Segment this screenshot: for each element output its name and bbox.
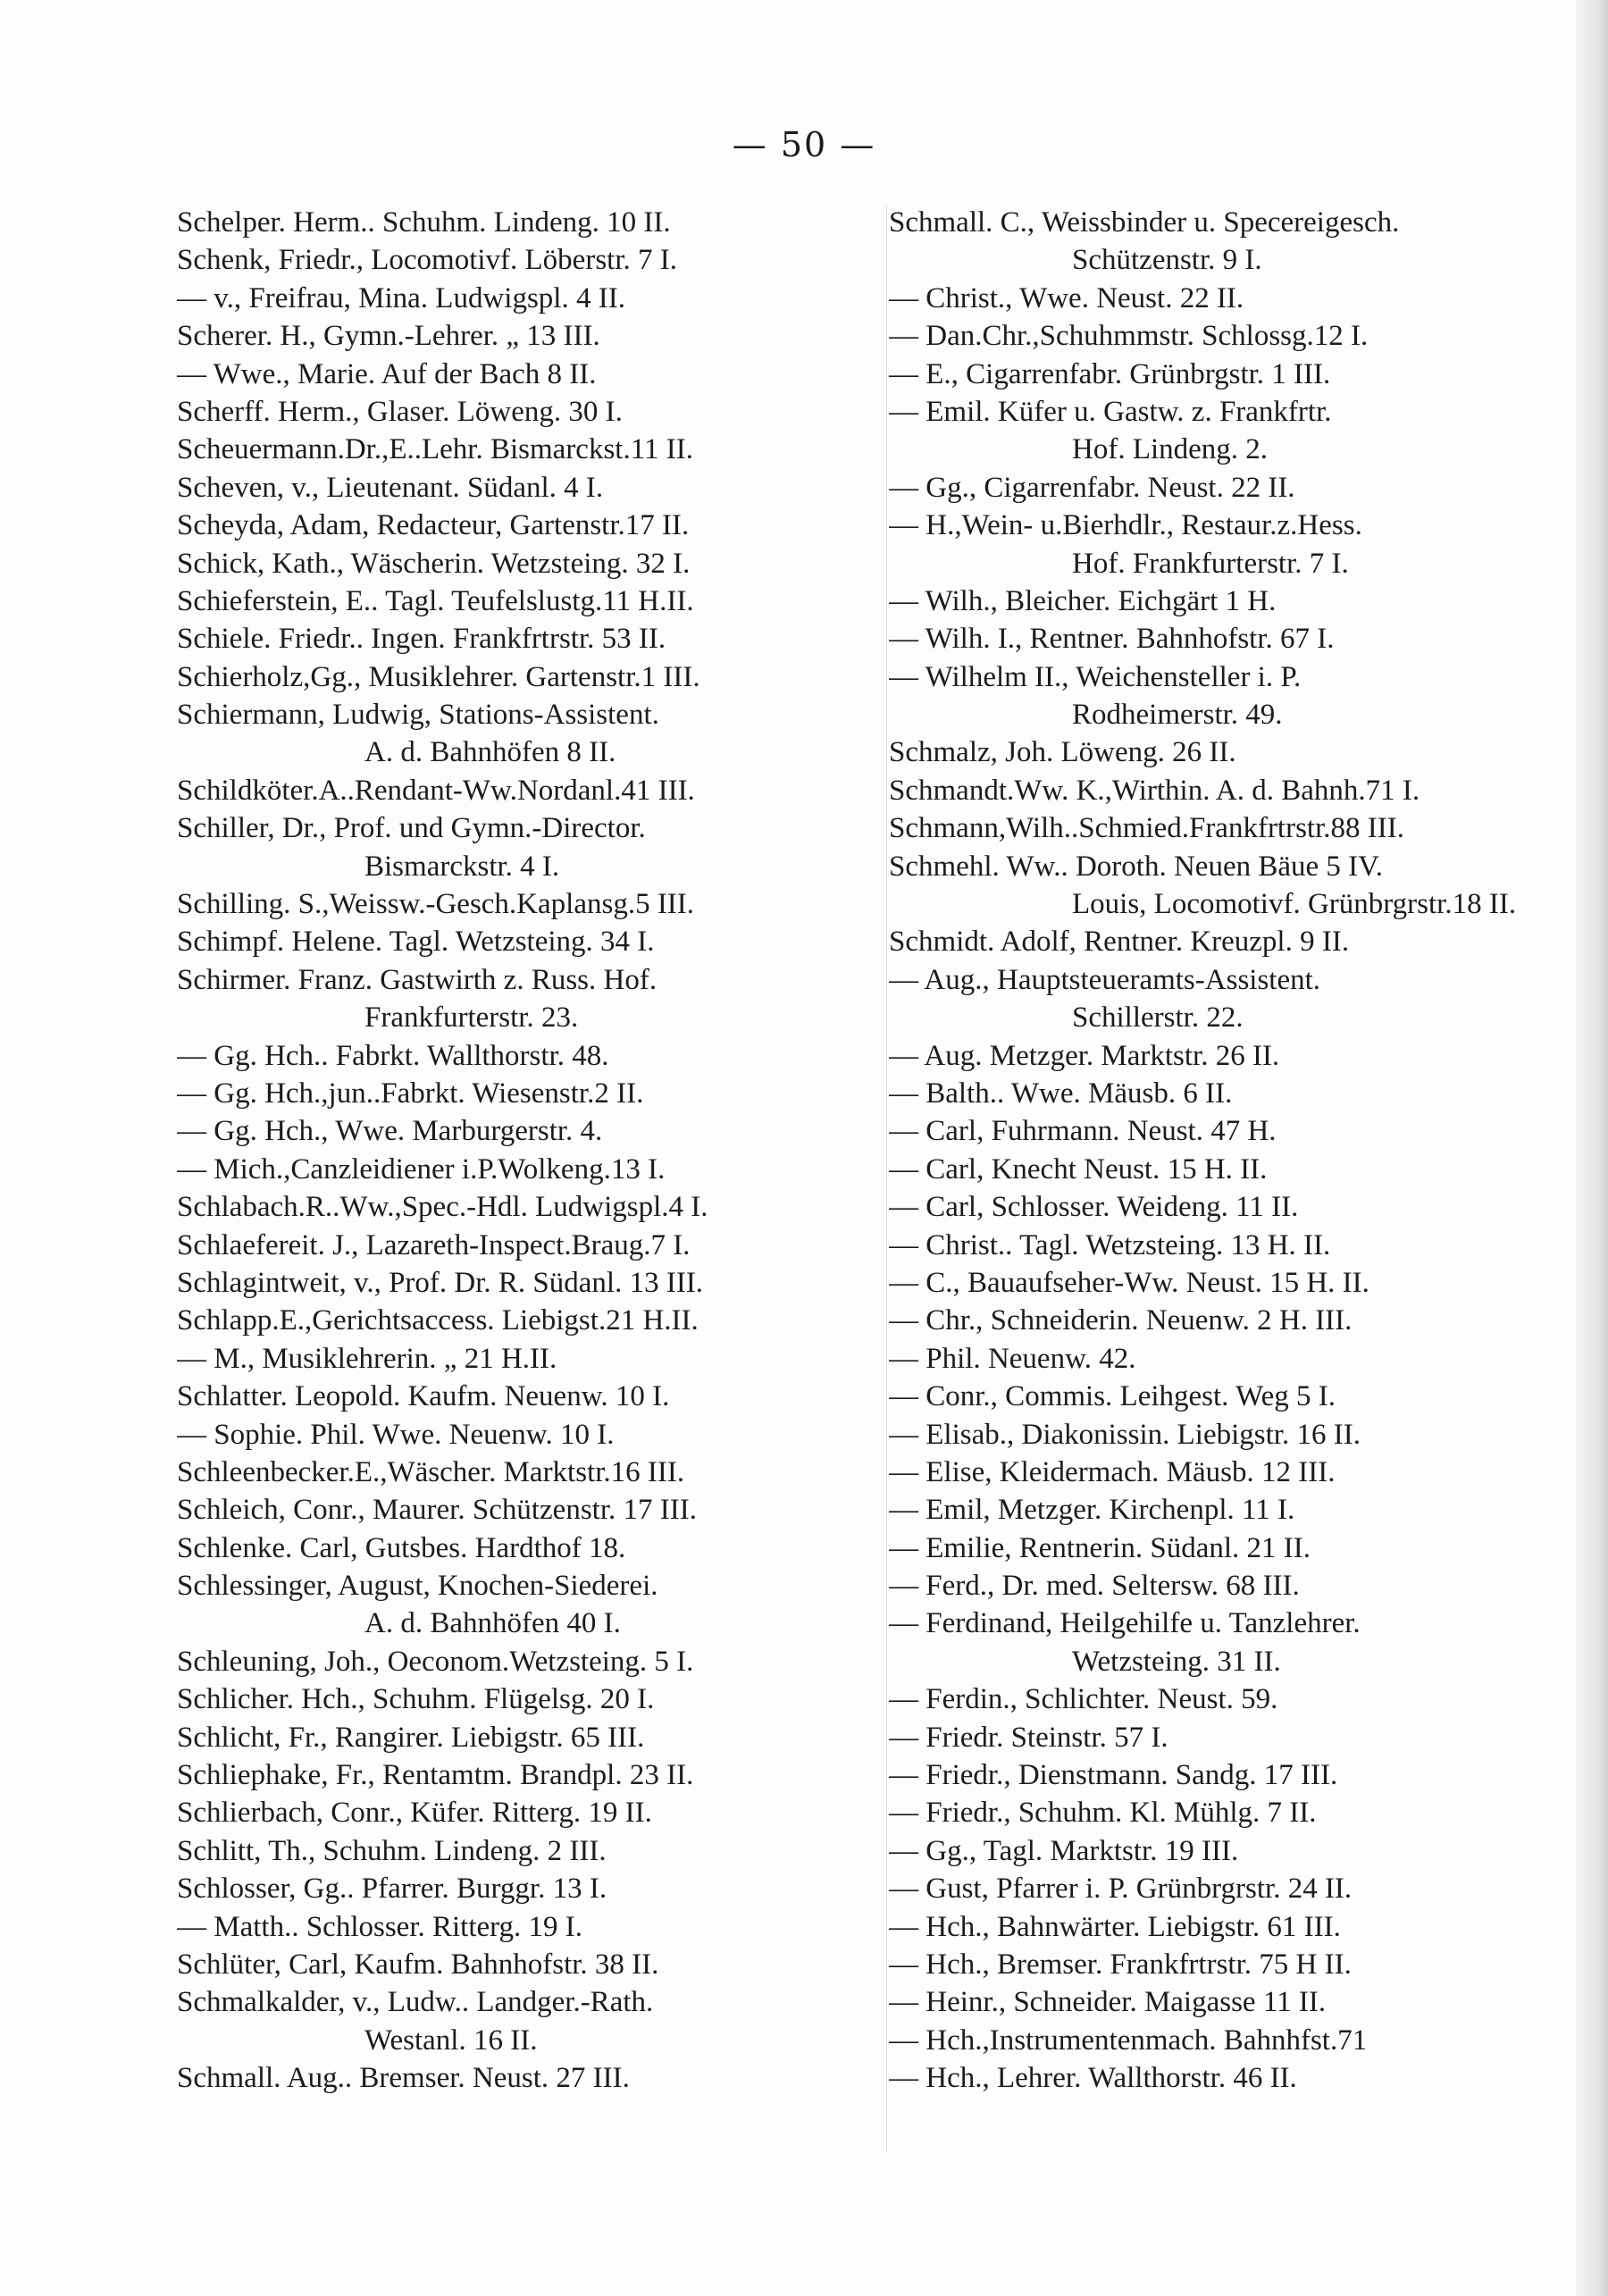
directory-entry: — Hch., Bahnwärter. Liebigstr. 61 III. — [889, 1910, 1341, 1943]
page-edge — [1576, 0, 1608, 2296]
directory-entry: — Friedr. Steinstr. 57 I. — [889, 1721, 1168, 1754]
directory-entry: — Hch., Bremser. Frankfrtrstr. 75 H II. — [889, 1948, 1352, 1981]
directory-entry: Schenk, Friedr., Locomotivf. Löberstr. 7 I. — [177, 244, 677, 277]
directory-entry-continuation: Bismarckstr. 4 I. — [364, 850, 560, 883]
directory-entry: — Hch.,Instrumentenmach. Bahnhfst.71 — [889, 2024, 1368, 2057]
directory-entry: Schick, Kath., Wäscherin. Wetzsteing. 32 I. — [177, 547, 691, 580]
directory-entry: Schmalkalder, v., Ludw.. Landger.-Rath. — [177, 1986, 654, 2019]
directory-entry: — Gg. Hch., Wwe. Marburgerstr. 4. — [177, 1115, 603, 1148]
directory-entry: — Balth.. Wwe. Mäusb. 6 II. — [889, 1077, 1233, 1110]
directory-entry: — Dan.Chr.,Schuhmmstr. Schlossg.12 I. — [889, 320, 1369, 353]
directory-entry: — Emil, Metzger. Kirchenpl. 11 I. — [889, 1494, 1295, 1527]
directory-entry: — Gg. Hch.. Fabrkt. Wallthorstr. 48. — [177, 1039, 609, 1072]
directory-entry: Schierholz,Gg., Musiklehrer. Gartenstr.1 III. — [177, 660, 700, 693]
directory-entry: Schimpf. Helene. Tagl. Wetzsteing. 34 I. — [177, 926, 655, 959]
directory-entry: Schliephake, Fr., Rentamtm. Brandpl. 23 II. — [177, 1759, 694, 1792]
directory-entry: Schlicht, Fr., Rangirer. Liebigstr. 65 III. — [177, 1721, 645, 1754]
directory-entry: — Gust, Pfarrer i. P. Grünbrgrstr. 24 II. — [889, 1873, 1353, 1906]
directory-entry: Schmall. C., Weissbinder u. Specereigesch. — [889, 206, 1400, 239]
directory-entry: — Aug., Hauptsteueramts-Assistent. — [889, 963, 1321, 996]
directory-entry: Schildköter.A..Rendant-Ww.Nordanl.41 III. — [177, 774, 695, 807]
directory-entry: — C., Bauaufseher-Ww. Neust. 15 H. II. — [889, 1266, 1369, 1299]
directory-entry: Schleenbecker.E.,Wäscher. Marktstr.16 III. — [177, 1455, 685, 1488]
directory-entry: Schmidt. Adolf, Rentner. Kreuzpl. 9 II. — [889, 926, 1350, 959]
directory-entry-continuation: Schützenstr. 9 I. — [1072, 244, 1262, 277]
directory-entry: — Friedr., Dienstmann. Sandg. 17 III. — [889, 1759, 1338, 1792]
directory-entry: — Conr., Commis. Leihgest. Weg 5 I. — [889, 1380, 1336, 1413]
directory-entry: — Heinr., Schneider. Maigasse 11 II. — [889, 1986, 1327, 2019]
directory-entry: Scherff. Herm., Glaser. Löweng. 30 I. — [177, 395, 623, 428]
directory-entry: Schmall. Aug.. Bremser. Neust. 27 III. — [177, 2062, 630, 2095]
directory-entry: — Aug. Metzger. Marktstr. 26 II. — [889, 1039, 1280, 1072]
directory-entry: Schmann,Wilh..Schmied.Frankfrtrstr.88 III. — [889, 812, 1404, 845]
directory-entry-continuation: Louis, Locomotivf. Grünbrgrstr.18 II. — [1072, 888, 1517, 921]
directory-entry: — M., Musiklehrerin. „ 21 H.II. — [177, 1342, 557, 1375]
directory-entry: Schlenke. Carl, Gutsbes. Hardthof 18. — [177, 1531, 626, 1564]
directory-entry: — Ferdin., Schlichter. Neust. 59. — [889, 1683, 1278, 1716]
directory-entry: — Emil. Küfer u. Gastw. z. Frankfrtr. — [889, 395, 1332, 428]
directory-entry: — Wilh. I., Rentner. Bahnhofstr. 67 I. — [889, 623, 1335, 656]
directory-entry: Schlessinger, August, Knochen-Siederei. — [177, 1570, 658, 1603]
directory-entry: — Gg. Hch.,jun..Fabrkt. Wiesenstr.2 II. — [177, 1077, 644, 1110]
directory-entry: — Carl, Knecht Neust. 15 H. II. — [889, 1152, 1268, 1186]
directory-entry: — Phil. Neuenw. 42. — [889, 1342, 1136, 1375]
directory-entry-continuation: Schillerstr. 22. — [1072, 1001, 1244, 1035]
directory-entry: — Friedr., Schuhm. Kl. Mühlg. 7 II. — [889, 1797, 1317, 1830]
directory-entry: — Wilhelm II., Weichensteller i. P. — [889, 660, 1302, 693]
directory-entry: — Christ.. Tagl. Wetzsteing. 13 H. II. — [889, 1228, 1331, 1261]
directory-entry: Schlosser, Gg.. Pfarrer. Burggr. 13 I. — [177, 1873, 607, 1906]
directory-entry: Schleuning, Joh., Oeconom.Wetzsteing. 5 I. — [177, 1645, 694, 1678]
directory-entry: — Emilie, Rentnerin. Südanl. 21 II. — [889, 1531, 1311, 1564]
directory-entry: Scheven, v., Lieutenant. Südanl. 4 I. — [177, 471, 604, 504]
directory-entry: Schlierbach, Conr., Küfer. Ritterg. 19 II. — [177, 1797, 652, 1830]
directory-entry: Scheyda, Adam, Redacteur, Gartenstr.17 II. — [177, 509, 690, 542]
directory-entry: — Carl, Fuhrmann. Neust. 47 H. — [889, 1115, 1277, 1148]
directory-entry: Schlicher. Hch., Schuhm. Flügelsg. 20 I. — [177, 1683, 655, 1716]
column-divider — [886, 205, 887, 2153]
directory-entry: — Gg., Tagl. Marktstr. 19 III. — [889, 1834, 1239, 1867]
directory-entry: Schelper. Herm.. Schuhm. Lindeng. 10 II. — [177, 206, 671, 239]
directory-entry: Scherer. H., Gymn.-Lehrer. „ 13 III. — [177, 320, 600, 353]
directory-entry: Schlaefereit. J., Lazareth-Inspect.Braug.7 I. — [177, 1228, 691, 1261]
directory-entry: — Ferdinand, Heilgehilfe u. Tanzlehrer. — [889, 1607, 1361, 1640]
directory-entry: Schiller, Dr., Prof. und Gymn.-Director. — [177, 812, 646, 845]
directory-entry: — Elisab., Diakonissin. Liebigstr. 16 II. — [889, 1418, 1361, 1451]
directory-entry: Schirmer. Franz. Gastwirth z. Russ. Hof. — [177, 963, 657, 996]
left-column — [177, 204, 874, 2098]
directory-entry-continuation: Hof. Lindeng. 2. — [1072, 433, 1269, 466]
directory-entry-continuation: A. d. Bahnhöfen 8 II. — [364, 736, 616, 769]
directory-entry: Schlapp.E.,Gerichtsaccess. Liebigst.21 H.II. — [177, 1304, 699, 1337]
directory-entry: Schlagintweit, v., Prof. Dr. R. Südanl. 13 III. — [177, 1266, 704, 1299]
directory-entry: Schiermann, Ludwig, Stations-Assistent. — [177, 699, 659, 732]
directory-entry: Schmehl. Ww.. Doroth. Neuen Bäue 5 IV. — [889, 850, 1383, 883]
directory-entry-continuation: Wetzsteing. 31 II. — [1072, 1645, 1281, 1678]
directory-entry: Schlatter. Leopold. Kaufm. Neuenw. 10 I. — [177, 1380, 670, 1413]
directory-entry: — Wilh., Bleicher. Eichgärt 1 H. — [889, 584, 1277, 617]
directory-entry: Schmalz, Joh. Löweng. 26 II. — [889, 736, 1236, 769]
directory-entry: — v., Freifrau, Mina. Ludwigspl. 4 II. — [177, 281, 625, 314]
directory-entry-continuation: Westanl. 16 II. — [364, 2024, 538, 2057]
directory-entry: — Matth.. Schlosser. Ritterg. 19 I. — [177, 1910, 583, 1943]
directory-entry: Schleich, Conr., Maurer. Schützenstr. 17 III. — [177, 1494, 697, 1527]
directory-entry-continuation: Rodheimerstr. 49. — [1072, 699, 1283, 732]
directory-entry: Scheuermann.Dr.,E..Lehr. Bismarckst.11 II. — [177, 433, 693, 466]
directory-entry: — Ferd., Dr. med. Seltersw. 68 III. — [889, 1570, 1300, 1603]
directory-entry: Schlüter, Carl, Kaufm. Bahnhofstr. 38 II. — [177, 1948, 659, 1981]
directory-entry: — E., Cigarrenfabr. Grünbrgstr. 1 III. — [889, 357, 1331, 390]
directory-entry-continuation: Frankfurterstr. 23. — [364, 1001, 579, 1035]
directory-entry: — H.,Wein- u.Bierhdlr., Restaur.z.Hess. — [889, 509, 1362, 542]
directory-entry: — Hch., Lehrer. Wallthorstr. 46 II. — [889, 2062, 1297, 2095]
directory-entry: — Gg., Cigarrenfabr. Neust. 22 II. — [889, 471, 1295, 504]
directory-entry: — Carl, Schlosser. Weideng. 11 II. — [889, 1191, 1299, 1224]
page-number: — 50 — — [732, 125, 876, 164]
directory-entry: Schlabach.R..Ww.,Spec.-Hdl. Ludwigspl.4 I. — [177, 1191, 708, 1224]
directory-entry-continuation: Hof. Frankfurterstr. 7 I. — [1072, 547, 1349, 580]
directory-entry: — Christ., Wwe. Neust. 22 II. — [889, 281, 1244, 314]
directory-entry: Schieferstein, E.. Tagl. Teufelslustg.11 H.II. — [177, 584, 694, 617]
directory-entry: Schlitt, Th., Schuhm. Lindeng. 2 III. — [177, 1834, 607, 1867]
directory-entry: Schilling. S.,Weissw.-Gesch.Kaplansg.5 III. — [177, 888, 695, 921]
directory-entry: — Elise, Kleidermach. Mäusb. 12 III. — [889, 1455, 1336, 1488]
directory-entry-continuation: A. d. Bahnhöfen 40 I. — [364, 1607, 621, 1640]
directory-entry: Schmandt.Ww. K.,Wirthin. A. d. Bahnh.71 I. — [889, 774, 1420, 807]
directory-entry: — Sophie. Phil. Wwe. Neuenw. 10 I. — [177, 1418, 615, 1451]
directory-entry: — Wwe., Marie. Auf der Bach 8 II. — [177, 357, 597, 390]
directory-entry: Schiele. Friedr.. Ingen. Frankfrtrstr. 53 II. — [177, 623, 666, 656]
directory-entry: — Chr., Schneiderin. Neuenw. 2 H. III. — [889, 1304, 1353, 1337]
right-column — [889, 204, 1532, 2098]
directory-entry: — Mich.,Canzleidiener i.P.Wolkeng.13 I. — [177, 1152, 666, 1186]
